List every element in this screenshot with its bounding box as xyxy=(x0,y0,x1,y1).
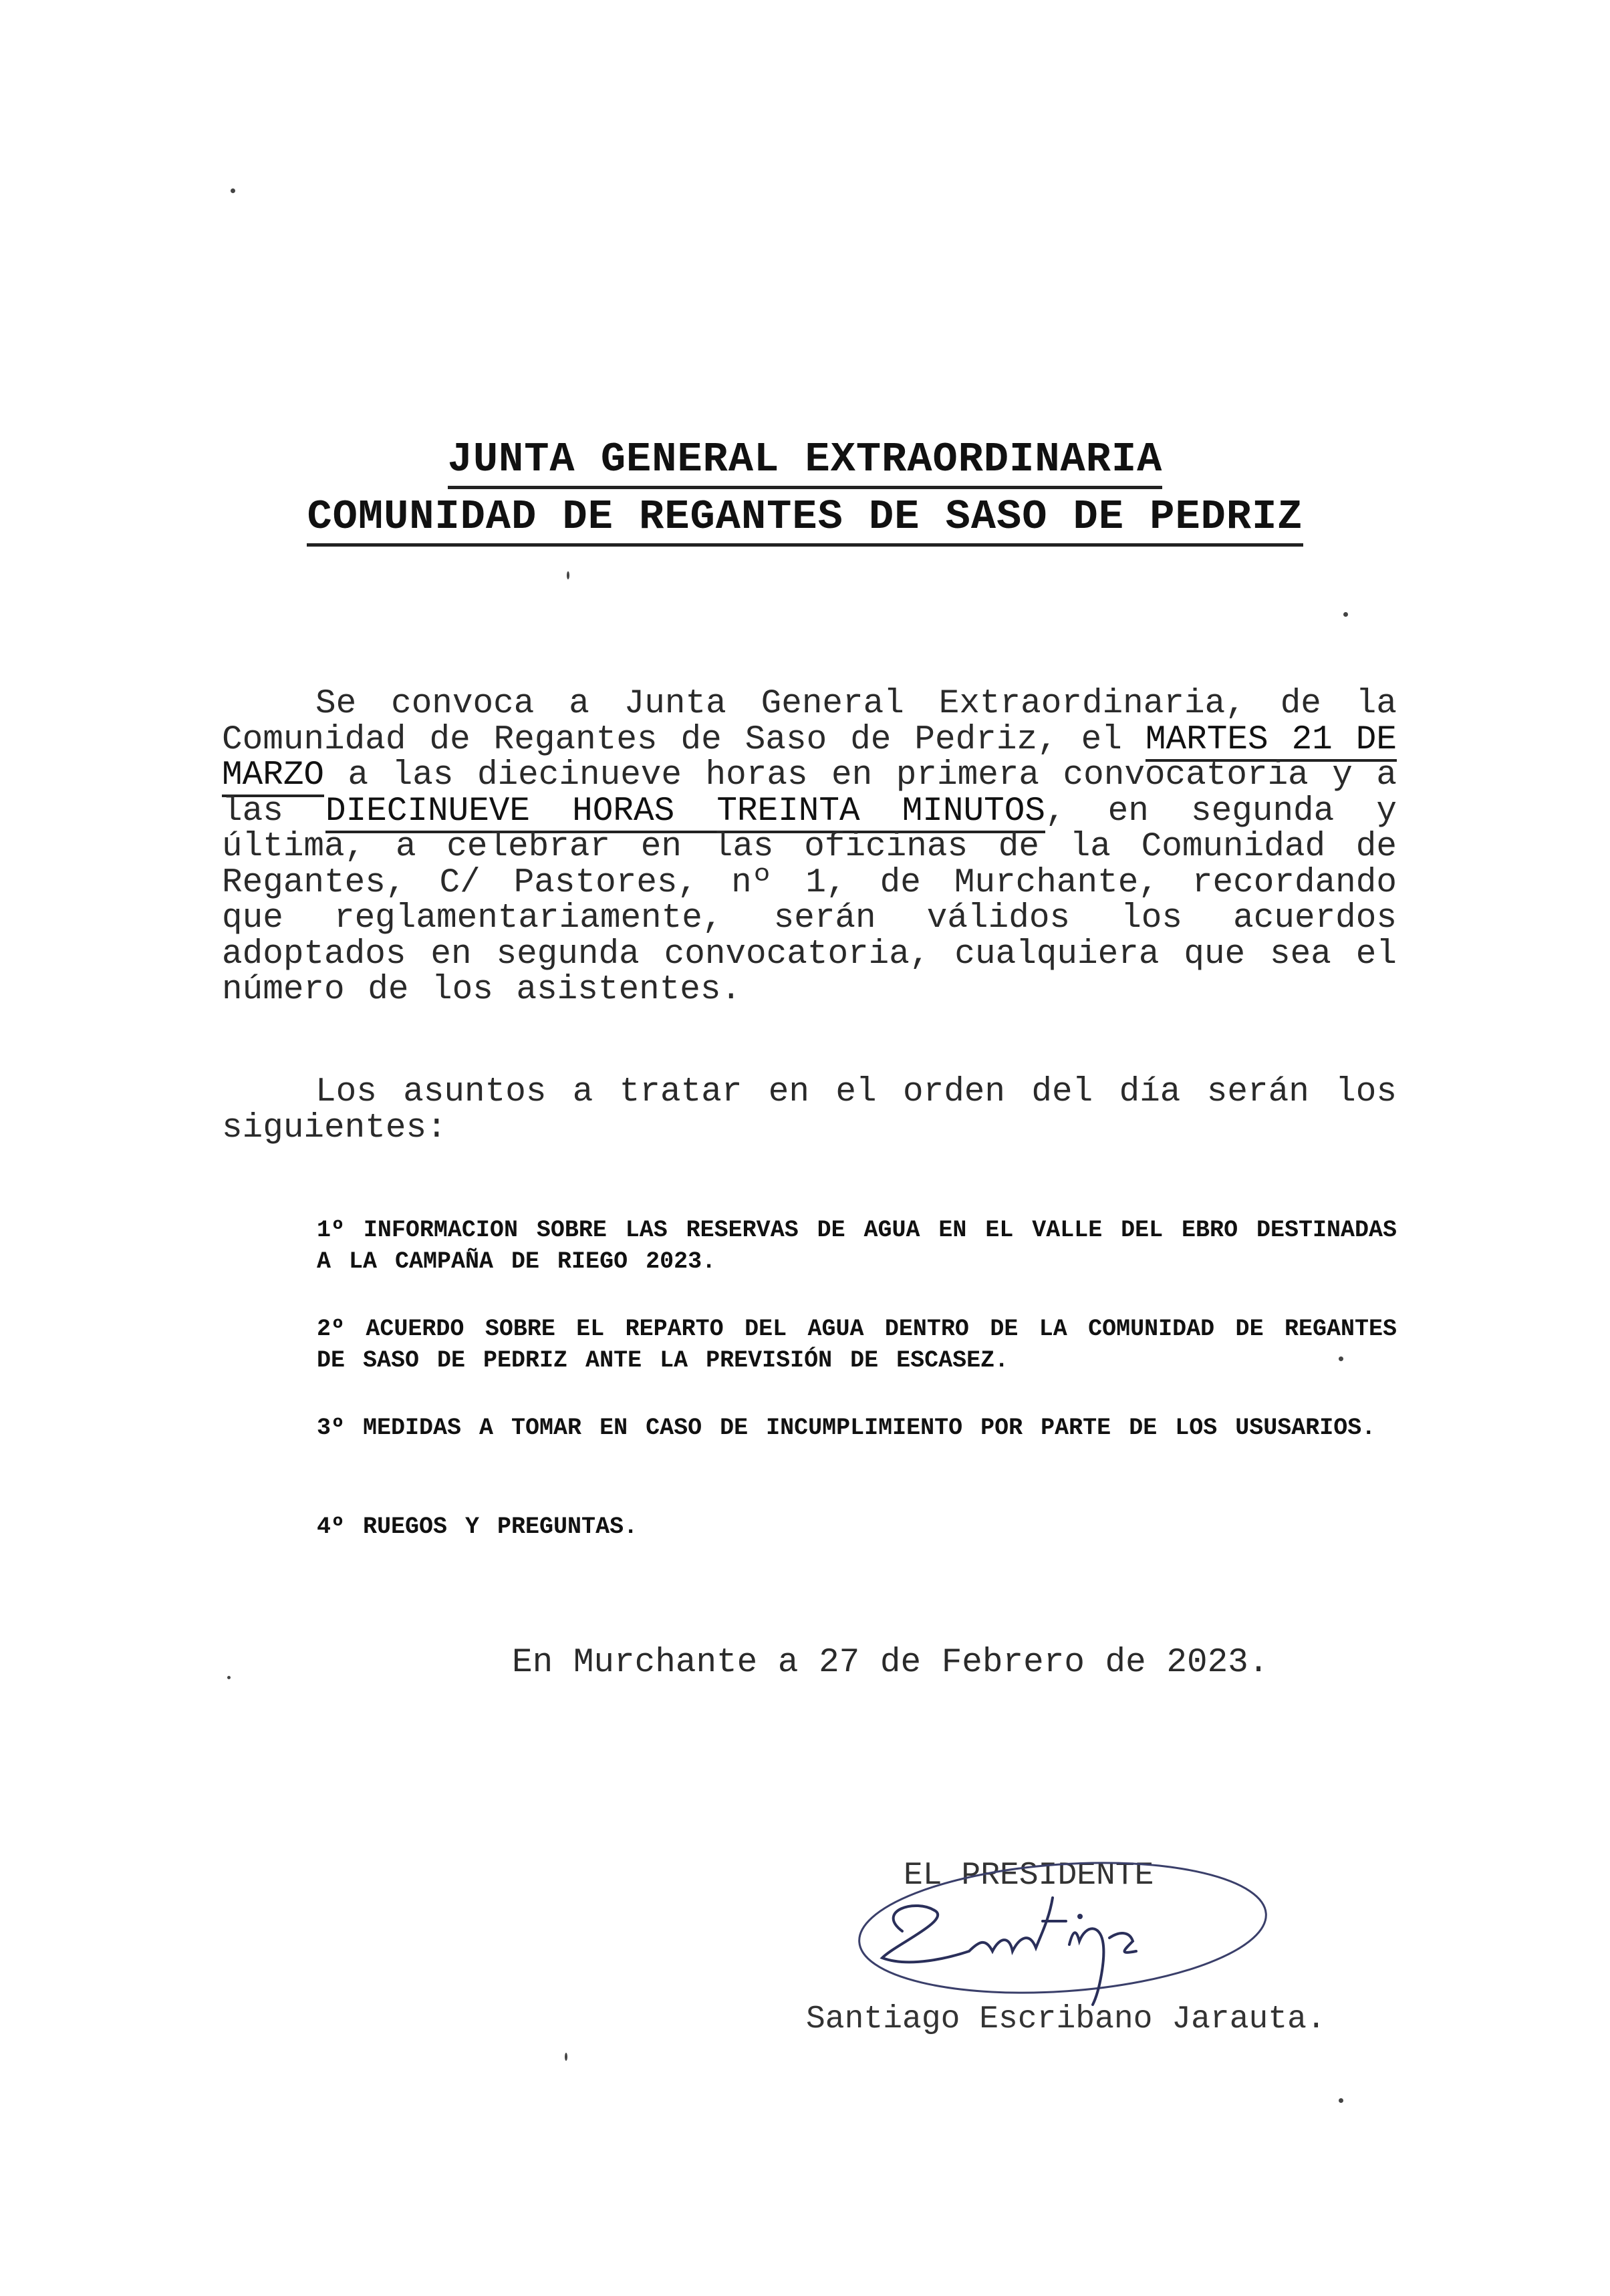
signature-date: En Murchante a 27 de Febrero de 2023. xyxy=(512,1644,1269,1682)
agenda-item-2: 2º ACUERDO SOBRE EL REPARTO DEL AGUA DENTRO DE LA COMUNIDAD DE REGANTES DE SASO DE PEDRIZ ANTE LA PREVISIÓN DE ESCASEZ. xyxy=(317,1316,1397,1374)
scan-speck xyxy=(567,571,569,579)
title-line-2: COMUNIDAD DE REGANTES DE SASO DE PEDRIZ xyxy=(0,493,1610,541)
agenda-item-1: 1º INFORMACION SOBRE LAS RESERVAS DE AGUA EN EL VALLE DEL EBRO DESTINADAS A LA CAMPAÑA DE RIEGO 2023. xyxy=(317,1217,1397,1275)
convocatoria-paragraph: Se convoca a Junta General Extraordinaria, de la Comunidad de Regantes de Saso de Pedriz, el MARTES 21 DE MARZO a las diecinueve horas en primera convocatoria y a las DIECINUEVE HORAS TREINTA MINUTOS, en segunda y última, a celebrar en las oficinas de la Comunidad de Regantes, C/ Pastores, nº 1, de Murchante, recordando que reglamentariamente, serán válidos los acuerdos adoptados en segunda convocatoria, cualquiera que sea el número de los asistentes. xyxy=(222,685,1397,1009)
fecha-highlight: MARTES 21 DE MARZO xyxy=(222,721,1397,798)
agenda-item-4: 4º RUEGOS Y PREGUNTAS. xyxy=(317,1514,638,1540)
president-title: EL PRESIDENTE xyxy=(904,1858,1154,1894)
scan-speck xyxy=(1339,1356,1343,1361)
title-line-1: JUNTA GENERAL EXTRAORDINARIA xyxy=(0,436,1610,483)
scan-speck xyxy=(227,1676,231,1679)
scan-speck xyxy=(1339,2098,1343,2103)
agenda-item-3: 3º MEDIDAS A TOMAR EN CASO DE INCUMPLIMIENTO POR PARTE DE LOS USUSARIOS. xyxy=(317,1415,1376,1441)
president-name: Santiago Escribano Jarauta. xyxy=(806,2001,1326,2037)
scan-speck xyxy=(565,2053,567,2061)
orden-intro: Los asuntos a tratar en el orden del día serán los siguientes: xyxy=(222,1073,1397,1147)
scan-speck xyxy=(231,188,235,193)
scan-speck xyxy=(1343,612,1348,617)
hora-highlight: DIECINUEVE HORAS TREINTA MINUTOS xyxy=(325,793,1045,833)
handwritten-signature-icon xyxy=(835,1858,1277,2018)
